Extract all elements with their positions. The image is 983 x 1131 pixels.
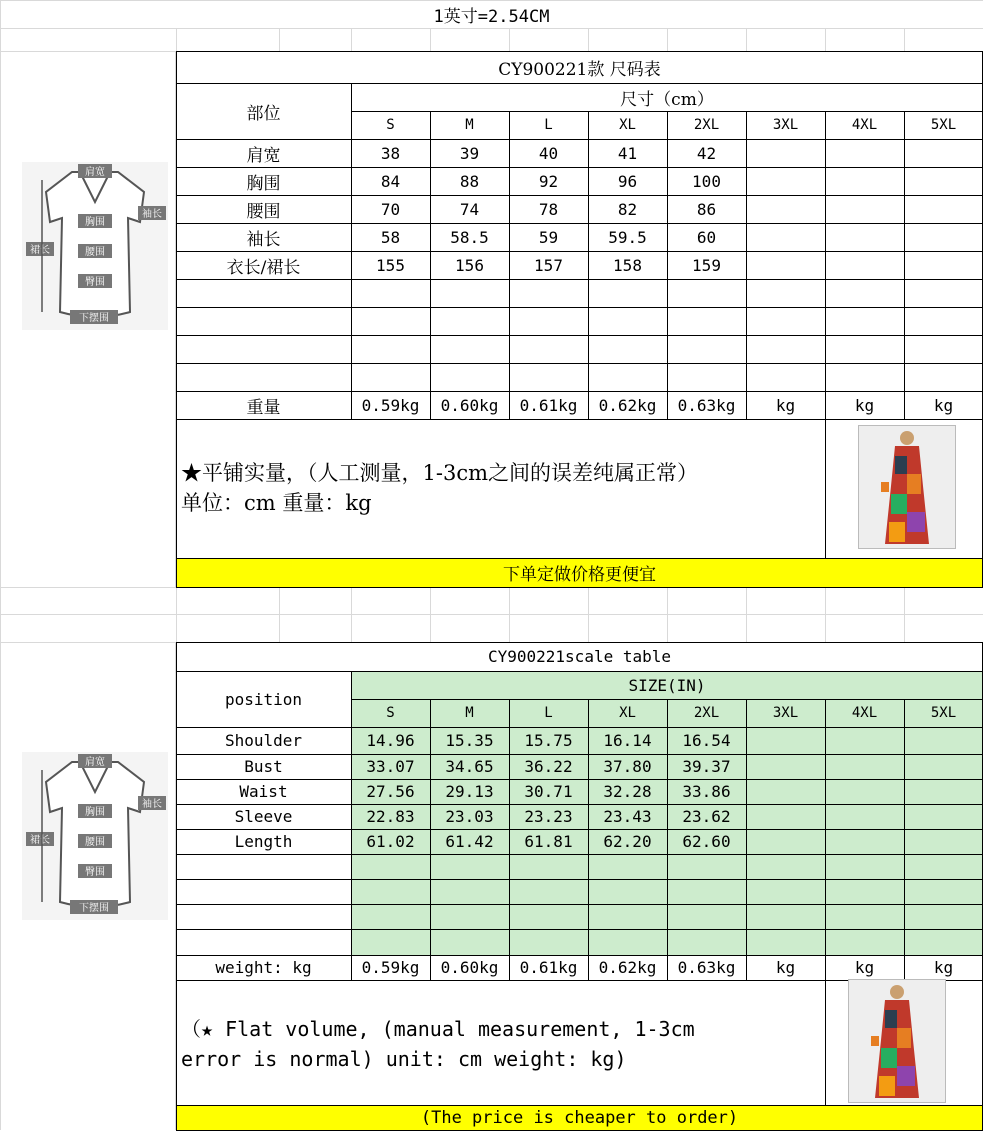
measurement-cell: 15.35 bbox=[445, 731, 494, 750]
dress-measurement-diagram bbox=[22, 162, 168, 330]
size-label-l: L bbox=[544, 705, 553, 721]
measurement-cell bbox=[746, 754, 825, 779]
position-header: 部位 bbox=[246, 103, 281, 124]
measurement-cell: 33.07 bbox=[366, 757, 415, 776]
diagram-label-waist: 腰围 bbox=[85, 247, 105, 258]
measurement-cell: 59.5 bbox=[608, 227, 647, 247]
measurement-cell: 15.75 bbox=[524, 731, 573, 750]
measurement-cell: 32.28 bbox=[603, 782, 652, 801]
weight-label: 重量 bbox=[246, 397, 281, 418]
measurement-cell: 23.03 bbox=[445, 807, 494, 826]
weight-cell: 0.61kg bbox=[519, 395, 578, 415]
row-label: 衣长/裙长 bbox=[226, 257, 301, 278]
size-unit-header: SIZE(IN) bbox=[628, 675, 706, 695]
row-label: Sleeve bbox=[234, 807, 293, 826]
svg-text:臀围: 臀围 bbox=[85, 867, 105, 878]
weight-cell: kg bbox=[775, 395, 796, 415]
weight-label: weight: kg bbox=[215, 958, 312, 977]
weight-cell: 0.63kg bbox=[677, 395, 736, 415]
measurement-cell: 23.62 bbox=[682, 807, 731, 826]
measurement-cell: 86 bbox=[696, 199, 717, 219]
measurement-cell: 100 bbox=[692, 171, 721, 191]
svg-text:腰围: 腰围 bbox=[85, 837, 105, 848]
size-label-2xl: 2XL bbox=[693, 705, 720, 721]
measurement-cell: 22.83 bbox=[366, 807, 415, 826]
weight-cell: 0.62kg bbox=[598, 958, 657, 977]
size-label-s: S bbox=[386, 117, 395, 133]
weight-cell: 0.61kg bbox=[519, 958, 578, 977]
svg-text:胸围: 胸围 bbox=[85, 807, 105, 818]
weight-cell: kg bbox=[854, 958, 875, 977]
measurement-cell: 58.5 bbox=[450, 227, 489, 247]
measurement-cell bbox=[825, 779, 904, 804]
measurement-cell: 158 bbox=[613, 255, 642, 275]
size-label-3xl: 3XL bbox=[772, 705, 799, 721]
size-label-xl: XL bbox=[619, 117, 636, 133]
weight-cell: kg bbox=[775, 958, 796, 977]
measurement-cell bbox=[825, 727, 904, 754]
measurement-cell: 38 bbox=[380, 143, 401, 163]
row-label: 胸围 bbox=[246, 173, 281, 194]
table-title: CY900221scale table bbox=[487, 647, 672, 666]
measurement-cell: 88 bbox=[459, 171, 480, 191]
row-label: Shoulder bbox=[224, 731, 303, 750]
measurement-cell: 70 bbox=[380, 199, 401, 219]
measurement-cell bbox=[746, 167, 825, 195]
measurement-cell: 60 bbox=[696, 227, 717, 247]
measurement-cell bbox=[746, 779, 825, 804]
row-label: 腰围 bbox=[246, 201, 281, 222]
dress-measurement-diagram-2 bbox=[22, 752, 168, 920]
measurement-cell bbox=[825, 195, 904, 223]
measurement-note bbox=[181, 1014, 695, 1074]
measurement-cell bbox=[825, 754, 904, 779]
product-photo bbox=[858, 425, 956, 549]
weight-cell: kg bbox=[933, 395, 954, 415]
svg-text:裙长: 裙长 bbox=[30, 835, 50, 846]
measurement-cell bbox=[904, 223, 983, 251]
measurement-cell: 157 bbox=[534, 255, 563, 275]
measurement-cell: 82 bbox=[617, 199, 638, 219]
order-price-footer: 下单定做价格更便宜 bbox=[176, 558, 983, 587]
size-label-3xl: 3XL bbox=[772, 117, 799, 133]
diagram-label-shoulder: 肩宽 bbox=[85, 167, 105, 178]
size-label-4xl: 4XL bbox=[851, 705, 878, 721]
note-line-2: 单位：cm 重量：kg bbox=[181, 491, 372, 515]
measurement-cell: 62.60 bbox=[682, 832, 731, 851]
measurement-cell: 39.37 bbox=[682, 757, 731, 776]
row-label: 肩宽 bbox=[246, 145, 281, 166]
measurement-cell: 42 bbox=[696, 143, 717, 163]
measurement-cell bbox=[746, 804, 825, 829]
measurement-cell bbox=[904, 167, 983, 195]
measurement-cell: 61.81 bbox=[524, 832, 573, 851]
measurement-cell bbox=[746, 829, 825, 854]
product-photo-2 bbox=[848, 979, 946, 1103]
measurement-cell: 62.20 bbox=[603, 832, 652, 851]
table-title: CY900221款 尺码表 bbox=[498, 59, 661, 80]
measurement-cell: 16.54 bbox=[682, 731, 731, 750]
measurement-cell bbox=[904, 754, 983, 779]
diagram-label-sleeve: 袖长 bbox=[142, 209, 162, 220]
measurement-cell: 92 bbox=[538, 171, 559, 191]
measurement-cell: 40 bbox=[538, 143, 559, 163]
order-price-footer: (The price is cheaper to order) bbox=[176, 1105, 983, 1130]
svg-text:袖长: 袖长 bbox=[142, 799, 162, 810]
size-label-m: M bbox=[465, 705, 474, 721]
size-label-2xl: 2XL bbox=[693, 117, 720, 133]
size-label-5xl: 5XL bbox=[930, 705, 957, 721]
position-header: position bbox=[224, 689, 303, 709]
measurement-cell: 61.42 bbox=[445, 832, 494, 851]
unit-conversion-banner: 1英寸=2.54CM bbox=[433, 6, 550, 27]
measurement-cell: 27.56 bbox=[366, 782, 415, 801]
weight-cell: 0.62kg bbox=[598, 395, 657, 415]
measurement-cell: 39 bbox=[459, 143, 480, 163]
measurement-cell bbox=[904, 139, 983, 167]
measurement-cell bbox=[904, 251, 983, 279]
measurement-cell: 155 bbox=[376, 255, 405, 275]
measurement-cell: 23.23 bbox=[524, 807, 573, 826]
diagram-label-bust: 胸围 bbox=[85, 217, 105, 228]
measurement-cell bbox=[904, 727, 983, 754]
measurement-cell bbox=[746, 139, 825, 167]
measurement-cell: 156 bbox=[455, 255, 484, 275]
measurement-cell: 37.80 bbox=[603, 757, 652, 776]
weight-cell: 0.60kg bbox=[440, 395, 499, 415]
size-label-4xl: 4XL bbox=[851, 117, 878, 133]
measurement-cell bbox=[904, 779, 983, 804]
size-label-xl: XL bbox=[619, 705, 636, 721]
weight-cell: 0.60kg bbox=[440, 958, 499, 977]
measurement-cell bbox=[825, 251, 904, 279]
measurement-cell: 59 bbox=[538, 227, 559, 247]
row-label: Waist bbox=[239, 782, 288, 801]
size-label-l: L bbox=[544, 117, 553, 133]
note-line-1: （★ Flat volume, (manual measurement, 1-3cm bbox=[181, 1017, 695, 1041]
note-line-2: error is normal) unit: cm weight: kg) bbox=[181, 1047, 627, 1071]
weight-cell: 0.59kg bbox=[361, 958, 420, 977]
measurement-cell: 34.65 bbox=[445, 757, 494, 776]
weight-cell: kg bbox=[854, 395, 875, 415]
diagram-label-skirt: 裙长 bbox=[30, 245, 50, 256]
measurement-cell bbox=[746, 727, 825, 754]
measurement-cell: 36.22 bbox=[524, 757, 573, 776]
weight-cell: 0.63kg bbox=[677, 958, 736, 977]
measurement-cell bbox=[825, 804, 904, 829]
measurement-cell: 29.13 bbox=[445, 782, 494, 801]
note-line-1: ★平铺实量，（人工测量，1-3cm之间的误差纯属正常） bbox=[181, 461, 698, 485]
measurement-cell bbox=[825, 829, 904, 854]
row-label: Bust bbox=[244, 757, 283, 776]
measurement-cell bbox=[746, 223, 825, 251]
measurement-cell bbox=[746, 195, 825, 223]
weight-cell: 0.59kg bbox=[361, 395, 420, 415]
measurement-cell bbox=[825, 167, 904, 195]
diagram-label-hem: 下摆围 bbox=[79, 313, 109, 324]
measurement-cell: 14.96 bbox=[366, 731, 415, 750]
row-label: Length bbox=[234, 832, 293, 851]
measurement-cell: 84 bbox=[380, 171, 401, 191]
measurement-cell: 30.71 bbox=[524, 782, 573, 801]
size-label-m: M bbox=[465, 117, 474, 133]
measurement-cell bbox=[904, 195, 983, 223]
measurement-cell bbox=[825, 223, 904, 251]
measurement-cell: 16.14 bbox=[603, 731, 652, 750]
measurement-cell: 58 bbox=[380, 227, 401, 247]
measurement-cell: 41 bbox=[617, 143, 638, 163]
measurement-cell: 78 bbox=[538, 199, 559, 219]
measurement-cell: 96 bbox=[617, 171, 638, 191]
measurement-note bbox=[181, 458, 698, 518]
measurement-cell: 23.43 bbox=[603, 807, 652, 826]
measurement-cell: 61.02 bbox=[366, 832, 415, 851]
size-label-5xl: 5XL bbox=[930, 117, 957, 133]
weight-cell: kg bbox=[933, 958, 954, 977]
measurement-cell: 33.86 bbox=[682, 782, 731, 801]
size-unit-header: 尺寸（cm） bbox=[620, 89, 714, 110]
measurement-cell: 74 bbox=[459, 199, 480, 219]
measurement-cell bbox=[904, 829, 983, 854]
diagram-label-hip: 臀围 bbox=[85, 277, 105, 288]
svg-text:肩宽: 肩宽 bbox=[85, 757, 105, 768]
measurement-cell: 159 bbox=[692, 255, 721, 275]
svg-text:下摆围: 下摆围 bbox=[79, 903, 109, 914]
measurement-cell bbox=[746, 251, 825, 279]
measurement-cell bbox=[825, 139, 904, 167]
size-label-s: S bbox=[386, 705, 395, 721]
measurement-cell bbox=[904, 804, 983, 829]
row-label: 袖长 bbox=[246, 229, 281, 250]
